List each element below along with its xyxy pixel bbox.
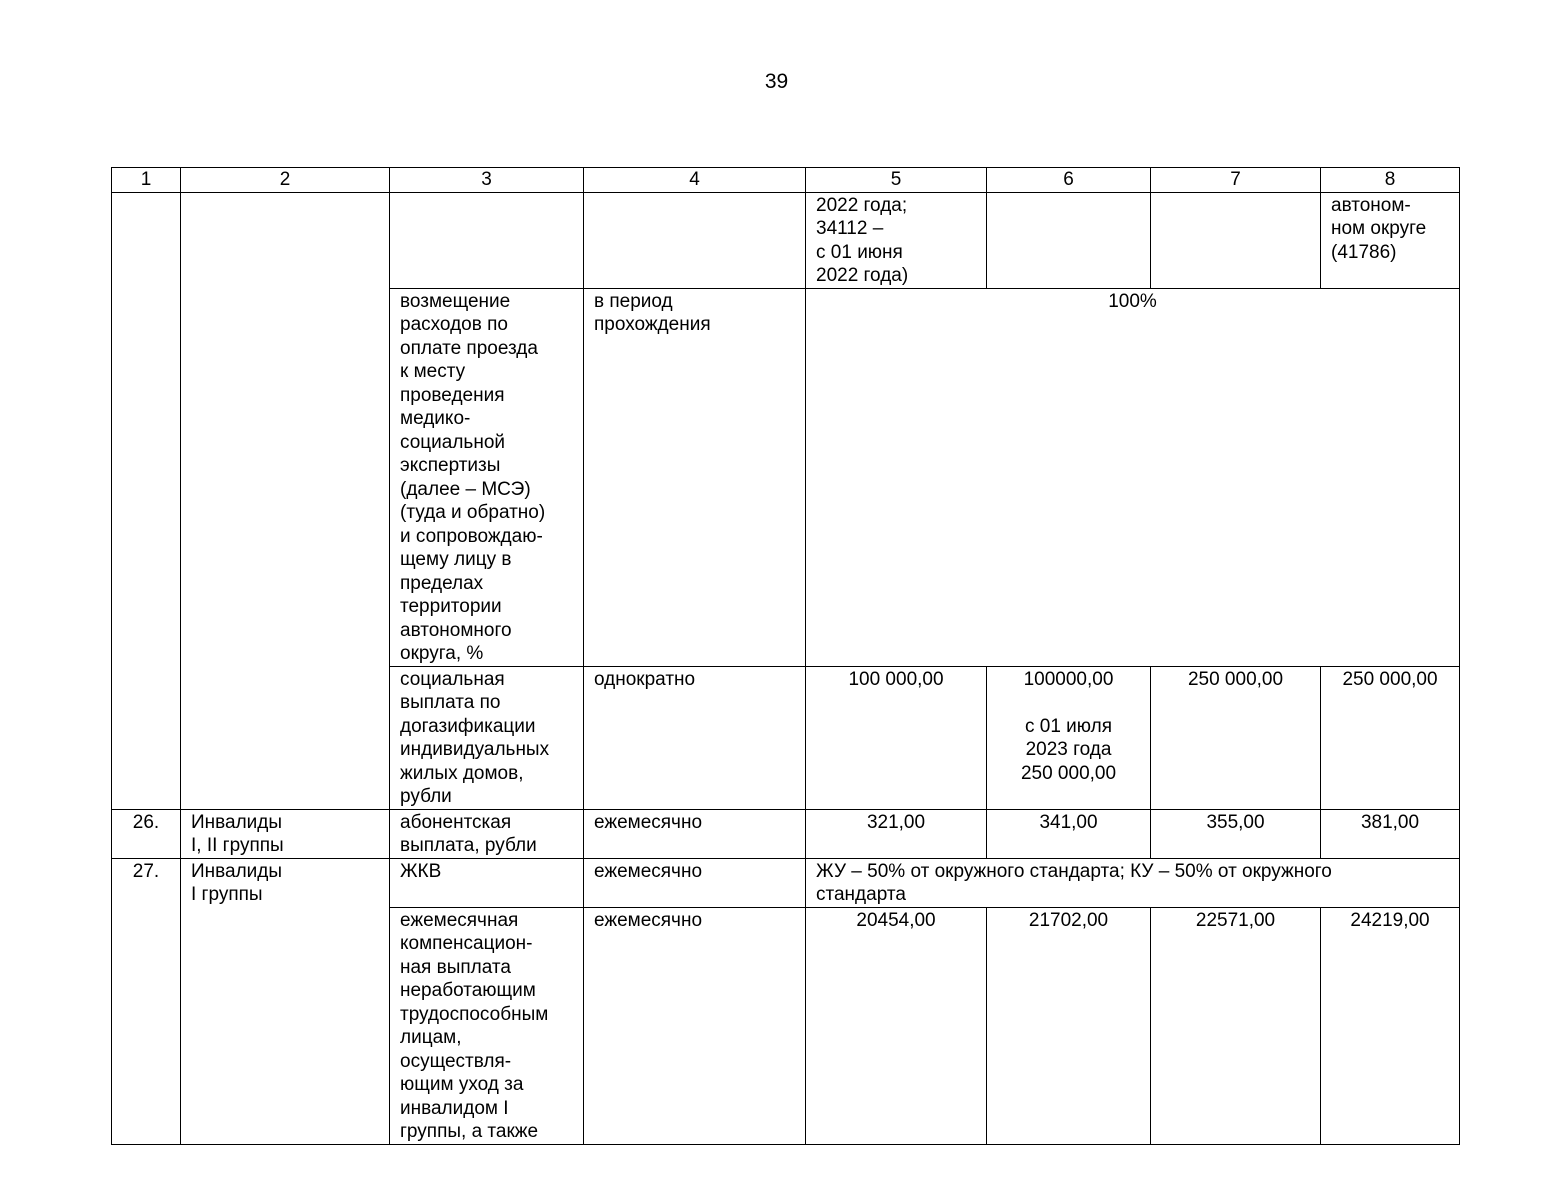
column-header: 4 xyxy=(584,168,806,193)
row-number: 27. xyxy=(112,858,181,1144)
cell-line: расходов по xyxy=(400,314,508,335)
cell-line: жилых домов, xyxy=(400,762,524,784)
table-cell: 22571,00 xyxy=(1151,907,1321,1144)
cell-line: с 01 июня xyxy=(816,241,903,263)
cell-line: (41786) xyxy=(1331,241,1397,263)
cell-line: оплате проезда xyxy=(400,337,538,359)
cell-line: социальной xyxy=(400,431,506,453)
cell-line: в период xyxy=(594,290,673,312)
cell-line: Инвалиды xyxy=(191,860,283,882)
cell-line: индивидуальных xyxy=(400,739,550,760)
cell-line: автономного xyxy=(400,619,512,641)
cell-line: I группы xyxy=(191,884,263,905)
cell-line: 34112 – xyxy=(816,218,884,239)
cell-line: ющим уход за xyxy=(400,1074,524,1095)
table-cell: 100 000,00 xyxy=(806,666,987,809)
table-cell xyxy=(584,288,806,666)
cell-line: 2022 года) xyxy=(816,265,909,286)
row-number: 26. xyxy=(112,809,181,858)
table-cell xyxy=(987,192,1151,288)
table-cell xyxy=(112,192,181,809)
table-cell: 20454,00 xyxy=(806,907,987,1144)
cell-line: (туда и обратно) xyxy=(400,502,546,523)
cell-line: неработающим xyxy=(400,980,536,1001)
column-header: 2 xyxy=(181,168,390,193)
cell-line: прохождения xyxy=(594,314,711,335)
table-cell xyxy=(181,858,390,1144)
cell-line: Инвалиды xyxy=(191,811,283,833)
table-row xyxy=(112,858,1460,907)
table-cell xyxy=(181,809,390,858)
cell-line: 100000,00 xyxy=(1023,668,1114,690)
cell-line: ная выплата xyxy=(400,956,511,978)
cell-line: территории xyxy=(400,596,502,617)
table-cell xyxy=(1151,192,1321,288)
cell-line: и сопровождаю- xyxy=(400,525,543,547)
table-cell: ежемесячно xyxy=(584,858,806,907)
table-cell xyxy=(181,192,390,809)
table-cell: 381,00 xyxy=(1321,809,1460,858)
cell-line: выплата по xyxy=(400,692,501,713)
table-cell: ежемесячно xyxy=(584,809,806,858)
cell-line: округа, % xyxy=(400,643,484,664)
cell-line: группы, а также xyxy=(400,1121,539,1142)
column-header: 1 xyxy=(112,168,181,193)
cell-line: возмещение xyxy=(400,290,511,312)
table-cell: однократно xyxy=(584,666,806,809)
column-header: 8 xyxy=(1321,168,1460,193)
merged-value-cell xyxy=(806,858,1460,907)
table-cell xyxy=(987,666,1151,809)
cell-line: ном округе xyxy=(1331,218,1427,239)
table-cell xyxy=(390,907,584,1144)
table-cell xyxy=(390,666,584,809)
merged-value-cell: 100% xyxy=(806,288,1460,666)
cell-line: осуществля- xyxy=(400,1050,512,1072)
cell-line: трудоспособным xyxy=(400,1003,549,1025)
cell-line: медико- xyxy=(400,408,471,429)
table-cell: 21702,00 xyxy=(987,907,1151,1144)
cell-line: выплата, рубли xyxy=(400,835,537,856)
table-cell xyxy=(806,192,987,288)
cell-line: (далее – МСЭ) xyxy=(400,478,531,500)
cell-line: рубли xyxy=(400,786,452,807)
table-cell: ЖКВ xyxy=(390,858,584,907)
column-header: 6 xyxy=(987,168,1151,193)
table-cell xyxy=(1321,192,1460,288)
cell-line: компенсацион- xyxy=(400,933,533,954)
cell-line: экспертизы xyxy=(400,455,501,476)
cell-line: автоном- xyxy=(1331,194,1411,216)
table-cell: 250 000,00 xyxy=(1321,666,1460,809)
cell-line: ежемесячная xyxy=(400,909,519,931)
column-header: 5 xyxy=(806,168,987,193)
cell-line: 250 000,00 xyxy=(1020,762,1117,784)
cell-line: щему лицу в xyxy=(400,549,512,570)
table-cell xyxy=(390,809,584,858)
table-header-row xyxy=(112,168,1460,193)
cell-line: проведения xyxy=(400,384,505,406)
cell-line: догазификации xyxy=(400,715,536,737)
cell-line: I, II группы xyxy=(191,835,284,856)
page-number: 39 xyxy=(764,70,789,93)
column-header: 7 xyxy=(1151,168,1321,193)
column-header: 3 xyxy=(390,168,584,193)
cell-line: с 01 июля xyxy=(1024,715,1112,737)
cell-line: стандарта xyxy=(816,884,906,905)
cell-line: пределах xyxy=(400,572,484,594)
cell-line: 2022 года; xyxy=(816,194,908,216)
cell-line: ЖУ – 50% от окружного стандарта; КУ – 50% от окружного xyxy=(816,860,1332,882)
table-row xyxy=(112,809,1460,858)
table-cell xyxy=(390,288,584,666)
cell-line: абонентская xyxy=(400,811,512,833)
cell-line: лицам, xyxy=(400,1027,462,1048)
table-cell xyxy=(584,192,806,288)
benefits-table xyxy=(111,167,1460,1145)
table-cell: 250 000,00 xyxy=(1151,666,1321,809)
table-cell: 355,00 xyxy=(1151,809,1321,858)
table-cell: 341,00 xyxy=(987,809,1151,858)
cell-line: к месту xyxy=(400,361,466,382)
table-cell: 321,00 xyxy=(806,809,987,858)
cell-line: инвалидом I xyxy=(400,1097,509,1119)
table-cell xyxy=(390,192,584,288)
cell-line: 2023 года xyxy=(1025,739,1112,760)
cell-line: социальная xyxy=(400,668,505,690)
blank-line xyxy=(997,691,1140,715)
table-row xyxy=(112,192,1460,288)
table-cell: 24219,00 xyxy=(1321,907,1460,1144)
table-cell: ежемесячно xyxy=(584,907,806,1144)
